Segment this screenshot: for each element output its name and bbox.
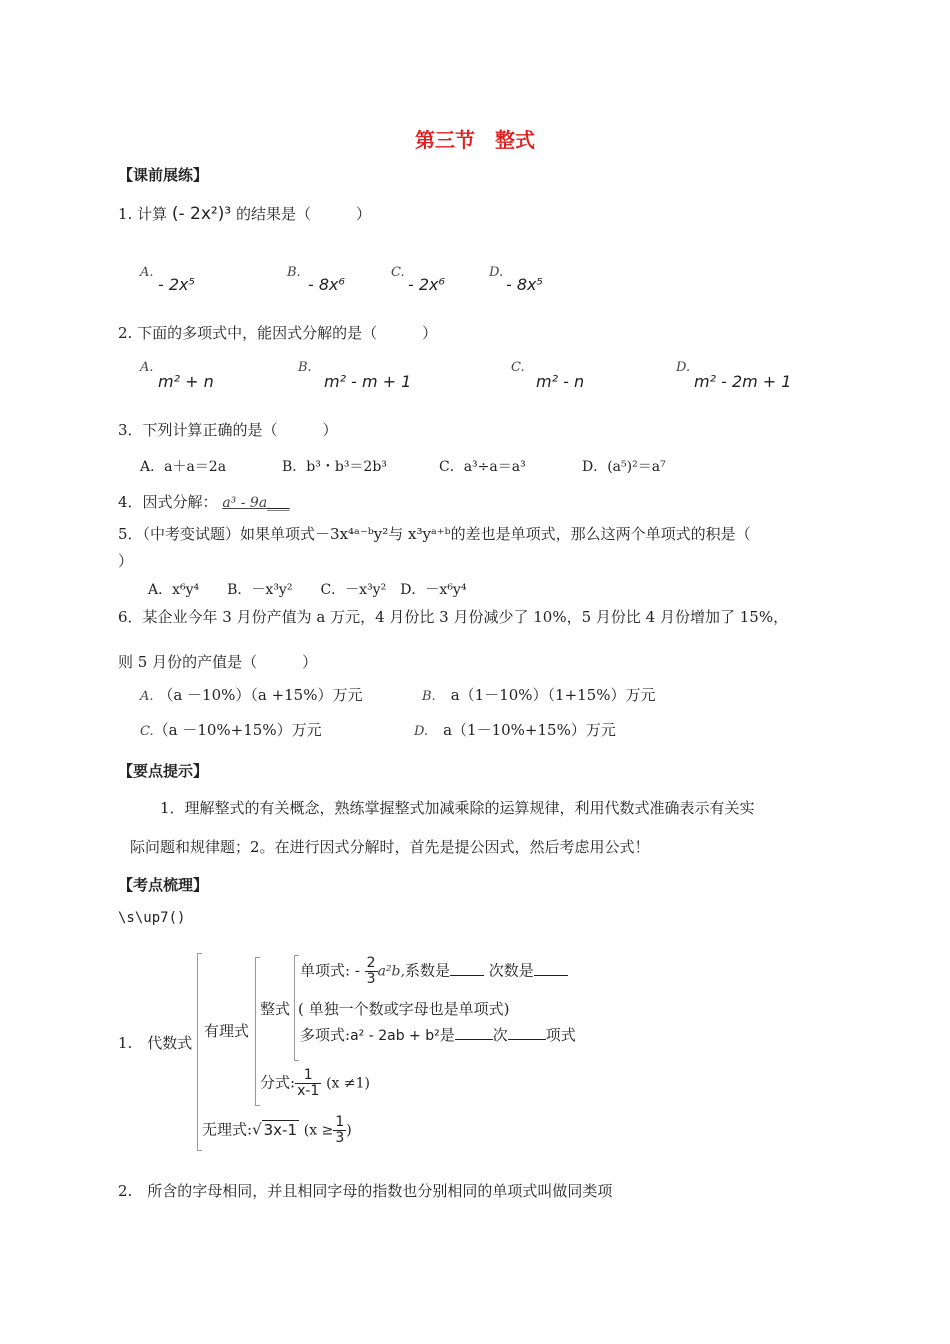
q1-expression: (- 2x²)³ bbox=[171, 204, 232, 224]
irrational-condition-fraction: $\frac{1}{3}$ bbox=[335, 1114, 345, 1146]
q1-option-d: D. bbox=[489, 265, 504, 280]
tree-integral-label: 整式 bbox=[260, 1000, 291, 1018]
monomial-degree-blank bbox=[534, 961, 568, 976]
q1-stem-post: 的结果是（ ） bbox=[235, 205, 371, 223]
polynomial-degree-blank bbox=[455, 1025, 493, 1040]
question-6-line-1: 6．某企业今年 3 月份产值为 a 万元，4 月份比 3 月份减少了 10%，5 月份比 4 月份增加了 15%， bbox=[118, 608, 789, 626]
q2-option-c-label: C. bbox=[511, 360, 525, 375]
field-code: \s\up7() bbox=[118, 910, 186, 926]
tree-polynomial: 多项式:a² - 2ab + b²是 次 项式 bbox=[300, 1026, 576, 1044]
q1-option-a: A. bbox=[140, 265, 154, 280]
question-5-line-1: 5．（中考变试题）如果单项式－3x⁴ᵃ⁻ᵇy²与 x³yᵃ⁺ᵇ的差也是单项式，那么这两个单项式的积是（ bbox=[118, 525, 751, 543]
q6-option-a: A. （a －10%）（a +15%）万元 bbox=[140, 686, 363, 704]
q6-option-b: B. a（1－10%）（1+15%）万元 bbox=[422, 686, 656, 704]
question-2: 2. 下面的多项式中，能因式分解的是（ ） bbox=[118, 324, 438, 342]
q3-option-a: A．a＋a＝2a bbox=[140, 459, 227, 475]
q3-option-d: D．(a⁵)²＝a⁷ bbox=[582, 459, 666, 475]
tree-monomial-note: ( 单独一个数或字母也是单项式) bbox=[298, 1000, 510, 1018]
q1-stem-pre: 1. 计算 bbox=[118, 205, 168, 223]
q2-option-d-label: D. bbox=[676, 360, 691, 375]
question-3: 3．下列计算正确的是（ ） bbox=[118, 421, 338, 439]
section-key-tips: 【要点提示】 bbox=[118, 762, 209, 780]
tips-line-2: 际问题和规律题；2。在进行因式分解时，首先是提公因式，然后考虑用公式！ bbox=[130, 838, 650, 856]
polynomial-terms-blank bbox=[508, 1025, 546, 1040]
q4-stem: 4．因式分解： bbox=[118, 493, 218, 511]
section-pre-practice: 【课前展练】 bbox=[118, 166, 209, 184]
question-5-line-2: ） bbox=[118, 552, 134, 570]
question-4 bbox=[118, 491, 290, 512]
q6-option-d: D. a（1－10%+15%）万元 bbox=[414, 721, 616, 739]
fraction-example: $\frac{1}{x-1}$ bbox=[297, 1067, 320, 1099]
tips-line-1: 1．理解整式的有关概念，熟练掌握整式加减乘除的运算规律，利用代数式准确表示有关实 bbox=[160, 799, 755, 817]
tree-fraction: 分式: $\frac{1}{x-1}$ (x ≠1) bbox=[260, 1067, 371, 1099]
page-title: 第三节 整式 bbox=[415, 128, 535, 152]
tree-monomial: 单项式: - $\frac{2}{3}$ a²b,系数是 次数是 bbox=[300, 956, 568, 987]
q2-option-d-expr: m² - 2m + 1 bbox=[694, 372, 792, 391]
question-6-line-2: 则 5 月份的产值是（ ） bbox=[118, 653, 318, 671]
tree-irrational: 无理式:√ 3x-1 (x ≥ $\frac{1}{3}$ ) bbox=[202, 1114, 352, 1146]
q2-option-a-label: A. bbox=[140, 360, 154, 375]
like-terms-definition: 2. 所含的字母相同，并且相同字母的指数也分别相同的单项式叫做同类项 bbox=[118, 1182, 613, 1200]
monomial-coefficient-fraction: $\frac{2}{3}$ bbox=[366, 955, 376, 987]
q4-blank: ___ bbox=[267, 493, 290, 511]
tree-root-label: 1. 代数式 bbox=[118, 1034, 193, 1052]
question-1 bbox=[118, 203, 371, 224]
q3-option-b: B．b³・b³＝2b³ bbox=[282, 459, 387, 475]
q1-option-b-expr: - 8x⁶ bbox=[308, 275, 345, 294]
q1-option-a-expr: - 2x⁵ bbox=[158, 275, 195, 294]
q1-option-c: C. bbox=[391, 265, 405, 280]
q2-option-b-expr: m² - m + 1 bbox=[324, 372, 412, 391]
monomial-coefficient-blank bbox=[450, 961, 484, 976]
q6-option-c: C.（a －10%+15%）万元 bbox=[140, 721, 322, 739]
q1-option-c-expr: - 2x⁶ bbox=[408, 275, 445, 294]
section-review: 【考点梳理】 bbox=[118, 876, 209, 894]
q2-option-b-label: B. bbox=[298, 360, 312, 375]
q3-option-c: C．a³÷a＝a³ bbox=[439, 459, 526, 475]
q2-option-c-expr: m² - n bbox=[536, 372, 585, 391]
q4-expression: a³ - 9a bbox=[222, 495, 268, 511]
sqrt-icon: √ bbox=[252, 1120, 262, 1139]
q1-option-b: B. bbox=[287, 265, 301, 280]
q2-option-a-expr: m² + n bbox=[158, 372, 214, 391]
tree-rational-label: 有理式 bbox=[204, 1022, 250, 1040]
q5-options: A．x⁶y⁴ B．－x³y² C．－x³y² D．－x⁶y⁴ bbox=[148, 582, 467, 598]
q1-option-d-expr: - 8x⁵ bbox=[506, 275, 543, 294]
